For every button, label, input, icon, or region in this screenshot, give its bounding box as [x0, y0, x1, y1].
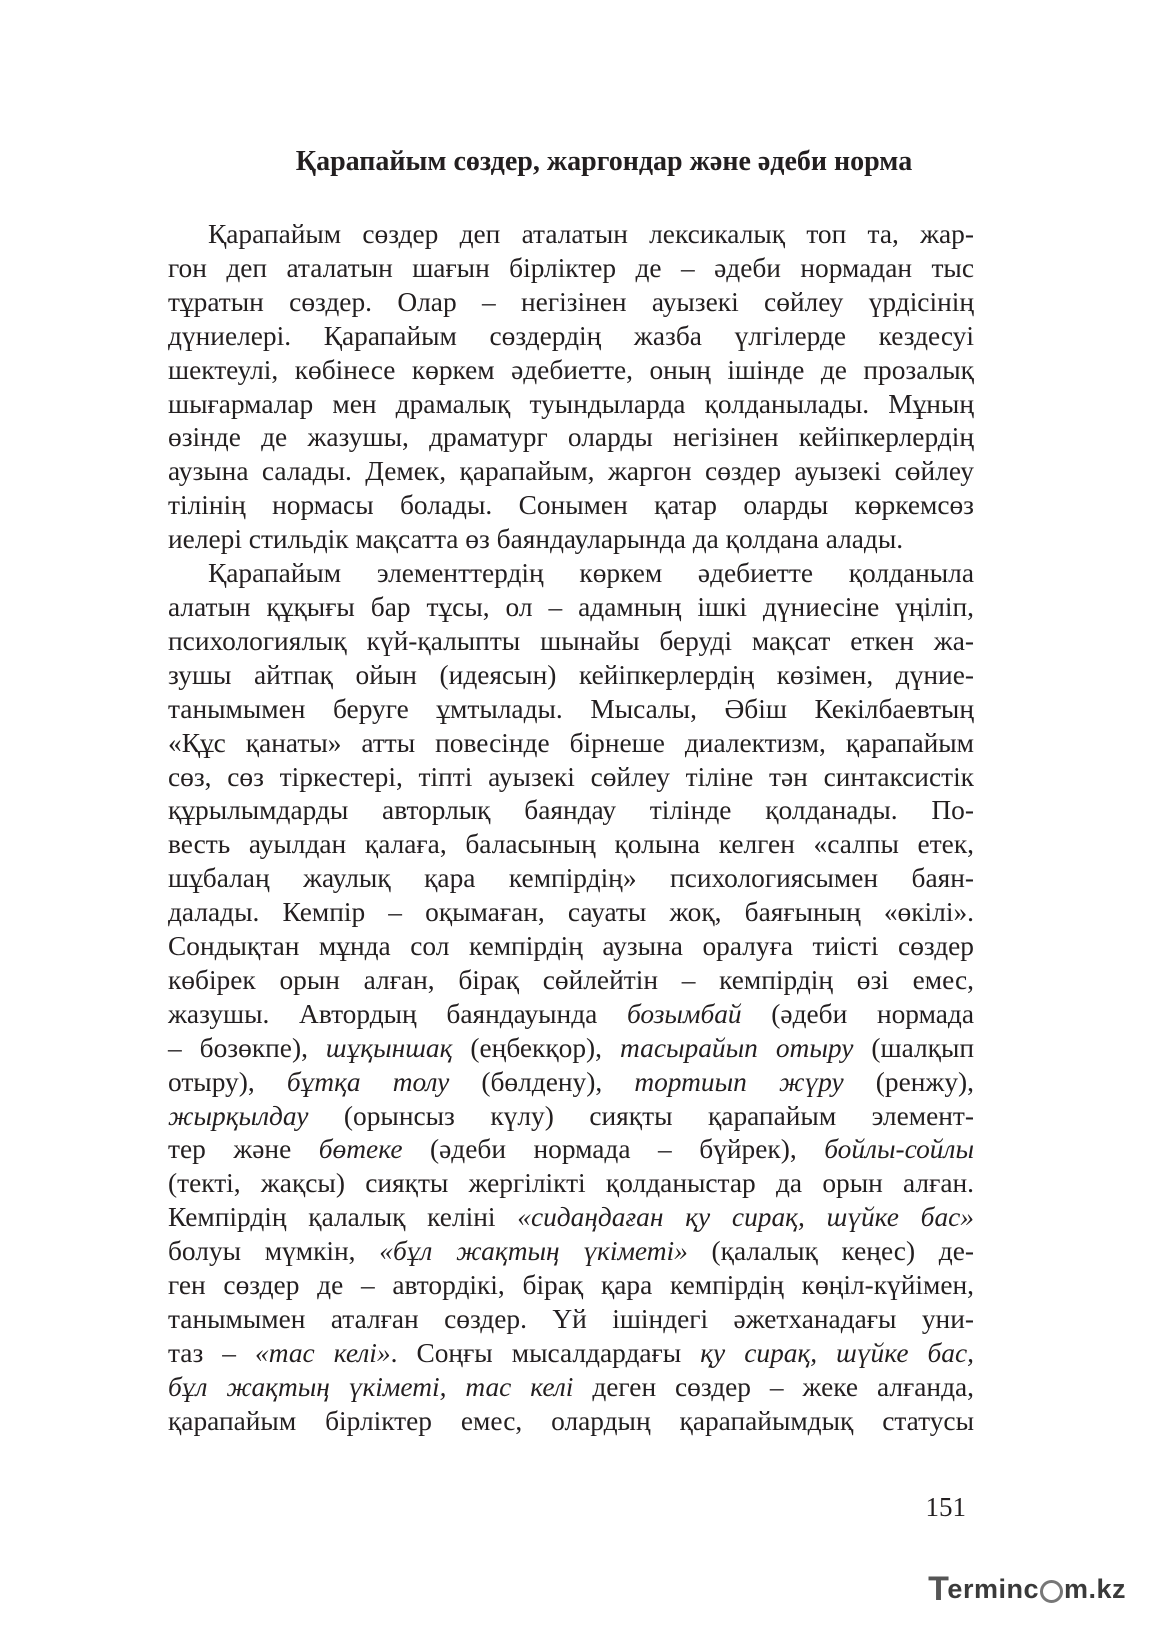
text-line: зушы айтпақ ойын (идеясын) кейіпкерлердің көзімен, дүние- [168, 659, 974, 690]
text-line: алатын құқығы бар тұсы, ол – адамның ішкі дүниесіне үңіліп, [168, 591, 974, 622]
text-line: құрылымдарды авторлық баяндау тілінде қолданады. По- [168, 795, 974, 826]
text-line: далады. Кемпір – оқымаған, сауаты жоқ, баяғының «өкілі». [168, 897, 974, 928]
text-line: иелері стильдік мақсатта өз баяндауларында да қолдана алады. [168, 524, 904, 555]
italic-term: бойлы-сойлы [824, 1134, 974, 1165]
italic-term: «тас келі» [255, 1337, 391, 1368]
text-line: – бозөкпе), шұқыншақ (еңбекқор), тасырайып отыру (шалқып [168, 1032, 975, 1063]
text-line: аузына салады. Демек, қарапайым, жаргон сөздер ауызекі сөйлеу [168, 456, 974, 487]
text-line: психологиялық күй-қалыпты шынайы беруді мақсат еткен жа- [168, 625, 974, 656]
text-line: тұратын сөздер. Олар – негізінен ауызекі сөйлеу үрдісінің [168, 286, 974, 317]
italic-term: «бұл жақтың үкіметі» [379, 1236, 688, 1267]
watermark-letter: T [928, 1570, 950, 1608]
text-line: ген сөздер де – автордікі, бірақ қара кемпірдің көңіл-күйімен, [168, 1270, 974, 1301]
italic-term: бұтқа толу [286, 1066, 450, 1097]
italic-term: «сидаңдаған қу сирақ, шүйке бас» [517, 1202, 974, 1233]
text-line: жазушы. Автордың баяндауында бозымбай (әдеби нормада [168, 998, 974, 1029]
text-line: қарапайым бірліктер емес, олардың қарапайымдық статусы [168, 1405, 974, 1436]
italic-term: қу сирақ, шүйке бас, [700, 1337, 974, 1368]
text-line: танымымен аталған сөздер. Үй ішіндегі әжетханадағы уни- [168, 1304, 974, 1334]
watermark-text-end: m.kz [1063, 1574, 1126, 1604]
text-line: Қарапайым сөздер деп аталатын лексикалық топ та, жар- [208, 219, 974, 249]
magnifier-icon [1040, 1580, 1063, 1603]
text-line: отыру), бұтқа толу (бөлдену), тортиып жүру (ренжу), [168, 1066, 974, 1097]
italic-term: шұқыншақ [325, 1032, 453, 1063]
italic-term: бозымбай [626, 998, 742, 1029]
text-line: шығармалар мен драмалық туындыларда қолданылады. Мұның [168, 388, 974, 419]
italic-term: тортиып жүру [634, 1066, 844, 1097]
italic-term: бөтеке [318, 1134, 403, 1165]
text-line: жырқылдау (орынсыз күлу) сияқты қарапайым элемент- [168, 1100, 974, 1131]
text-line: тілінің нормасы болады. Сонымен қатар оларды көркемсөз [168, 490, 974, 521]
text-line: болуы мүмкін, «бұл жақтың үкіметі» (қалалық кеңес) де- [168, 1236, 974, 1267]
text-line: Қарапайым элементтердің көркем әдебиетте қолданыла [208, 558, 974, 589]
text-line: өзінде де жазушы, драматург оларды негізінен кейіпкерлердің [168, 422, 974, 453]
text-line: (текті, жақсы) сияқты жергілікті қолданыстар да орын алған. [168, 1168, 974, 1199]
text-line: танымымен беруге ұмтылады. Мысалы, Әбіш Кекілбаевтың [168, 693, 974, 724]
text-line: таз – «тас келі». Соңғы мысалдардағы қу сирақ, шүйке бас, [168, 1337, 974, 1368]
text-line: дүниелері. Қарапайым сөздердің жазба үлгілерде кездесуі [168, 320, 974, 351]
body-text [168, 218, 974, 1439]
text-line: «Құс қанаты» атты повесінде бірнеше диалектизм, қарапайым [168, 727, 974, 758]
text-line: сөз, сөз тіркестері, тіпті ауызекі сөйлеу тіліне тән синтаксистік [168, 761, 974, 792]
text-line: шектеулі, көбінесе көркем әдебиетте, оның ішінде де прозалық [168, 354, 974, 385]
page-number: 151 [925, 1492, 966, 1522]
watermark-logo [928, 1570, 1126, 1609]
text-line: көбірек орын алған, бірақ сөйлейтін – кемпірдің өзі емес, [168, 964, 974, 995]
italic-term: тасырайып отыру [620, 1032, 854, 1063]
text-line: Кемпірдің қалалық келіні «сидаңдаған қу сирақ, шүйке бас» [168, 1202, 974, 1233]
italic-term: жырқылдау [168, 1100, 309, 1131]
italic-term: бұл жақтың үкіметі, тас келі [168, 1371, 574, 1402]
text-line: гон деп аталатын шағын бірліктер де – әдеби нормадан тыс [168, 252, 974, 283]
text-line: бұл жақтың үкіметі, тас келі деген сөздер – жеке алғанда, [168, 1371, 975, 1402]
text-line: тер және бөтеке (әдеби нормада – бүйрек), бойлы-сойлы [168, 1134, 974, 1165]
text-line: весть ауылдан қалаға, баласының қолына келген «салпы етек, [168, 829, 974, 860]
watermark-text-start: erminc [947, 1574, 1039, 1604]
text-line: шұбалаң жаулық қара кемпірдің» психологиясымен баян- [168, 863, 974, 894]
page-title: Қарапайым сөздер, жаргондар және әдеби норма [295, 146, 913, 177]
text-line: Сондықтан мұнда сол кемпірдің аузына оралуға тиісті сөздер [168, 931, 974, 962]
